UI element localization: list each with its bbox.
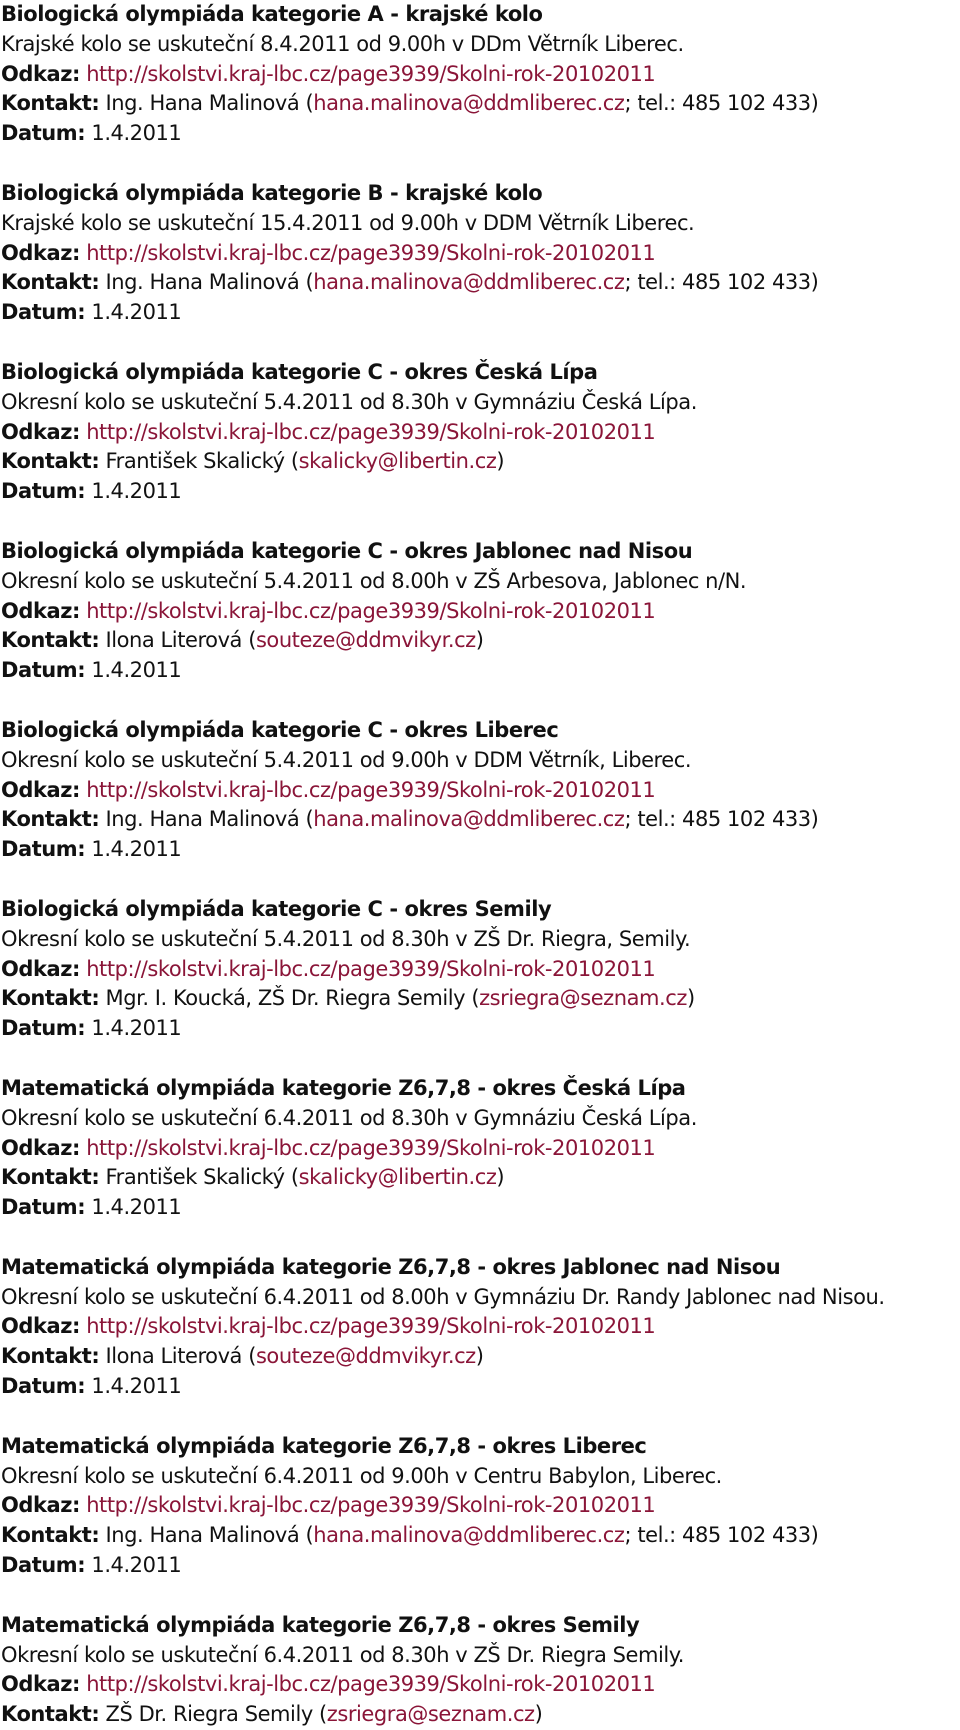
event-date: 1.4.2011 [91,1374,182,1399]
contact-name: František Skalický ( [105,1165,299,1190]
event-date: 1.4.2011 [91,1553,182,1578]
kontakt-label: Kontakt: [1,986,100,1011]
event-entry [1,895,960,1044]
contact-suffix: ) [534,1702,543,1727]
event-title: Biologická olympiáda kategorie C - okres Česká Lípa [1,359,598,384]
contact-suffix: ) [496,449,505,474]
datum-label: Datum: [1,658,86,683]
event-entry [1,1253,960,1402]
event-link-line [1,418,960,448]
datum-label: Datum: [1,1553,86,1578]
event-date: 1.4.2011 [91,1195,182,1220]
event-entry [1,716,960,865]
odkaz-label: Odkaz: [1,1672,80,1697]
datum-label: Datum: [1,479,86,504]
event-title: Biologická olympiáda kategorie C - okres Semily [1,896,552,921]
event-contact-line [1,1521,960,1551]
datum-label: Datum: [1,121,86,146]
event-link-line [1,955,960,985]
event-date-line [1,477,960,507]
contact-email-link[interactable]: zsriegra@seznam.cz [479,986,687,1011]
contact-email-link[interactable]: hana.malinova@ddmliberec.cz [313,91,625,116]
event-date: 1.4.2011 [91,658,182,683]
event-link-line [1,60,960,90]
contact-name: Ing. Hana Malinová ( [105,1523,314,1548]
contact-suffix: ) [475,628,484,653]
contact-name: Ilona Literová ( [105,628,256,653]
event-description: Okresní kolo se uskuteční 6.4.2011 od 8.30h v Gymnáziu Česká Lípa. [1,1105,697,1130]
contact-suffix: ; tel.: 485 102 433) [624,270,819,295]
event-description: Okresní kolo se uskuteční 5.4.2011 od 8.00h v ZŠ Arbesova, Jablonec n/N. [1,568,747,593]
event-date-line [1,1014,960,1044]
event-url-link[interactable]: http://skolstvi.kraj-lbc.cz/page3939/Skolni-rok-20102011 [86,1672,656,1697]
event-description: Okresní kolo se uskuteční 5.4.2011 od 8.30h v ZŠ Dr. Riegra, Semily. [1,926,691,951]
event-title: Biologická olympiáda kategorie A - krajské kolo [1,2,543,26]
event-date-line [1,119,960,149]
contact-name: Ilona Literová ( [105,1344,256,1369]
kontakt-label: Kontakt: [1,91,100,116]
contact-name: Mgr. I. Koucká, ZŠ Dr. Riegra Semily ( [105,986,480,1011]
event-entry [1,1074,960,1223]
event-link-line [1,1670,960,1700]
kontakt-label: Kontakt: [1,1165,100,1190]
event-date-line [1,1551,960,1581]
event-link-line [1,1312,960,1342]
contact-email-link[interactable]: souteze@ddmvikyr.cz [255,1344,476,1369]
contact-suffix: ; tel.: 485 102 433) [624,91,819,116]
contact-email-link[interactable]: skalicky@libertin.cz [298,449,497,474]
contact-suffix: ) [496,1165,505,1190]
event-date-line [1,835,960,865]
event-link-line [1,597,960,627]
event-title: Matematická olympiáda kategorie Z6,7,8 - okres Liberec [1,1433,647,1458]
kontakt-label: Kontakt: [1,449,100,474]
contact-suffix: ) [475,1344,484,1369]
datum-label: Datum: [1,1374,86,1399]
contact-email-link[interactable]: hana.malinova@ddmliberec.cz [313,1523,625,1548]
odkaz-label: Odkaz: [1,598,80,623]
contact-name: Ing. Hana Malinová ( [105,807,314,832]
event-entry [1,358,960,507]
datum-label: Datum: [1,300,86,325]
contact-name: Ing. Hana Malinová ( [105,91,314,116]
event-date-line [1,1193,960,1223]
event-url-link[interactable]: http://skolstvi.kraj-lbc.cz/page3939/Skolni-rok-20102011 [86,1135,656,1160]
event-entry [1,1611,960,1730]
contact-email-link[interactable]: hana.malinova@ddmliberec.cz [313,270,625,295]
contact-email-link[interactable]: hana.malinova@ddmliberec.cz [313,807,625,832]
odkaz-label: Odkaz: [1,956,80,981]
datum-label: Datum: [1,1195,86,1220]
contact-name: František Skalický ( [105,449,299,474]
event-url-link[interactable]: http://skolstvi.kraj-lbc.cz/page3939/Skolni-rok-20102011 [86,777,656,802]
kontakt-label: Kontakt: [1,1344,100,1369]
event-url-link[interactable]: http://skolstvi.kraj-lbc.cz/page3939/Skolni-rok-20102011 [86,956,656,981]
contact-name: Ing. Hana Malinová ( [105,270,314,295]
odkaz-label: Odkaz: [1,777,80,802]
event-description: Okresní kolo se uskuteční 5.4.2011 od 9.00h v DDM Větrník, Liberec. [1,747,692,772]
event-date: 1.4.2011 [91,479,182,504]
contact-email-link[interactable]: zsriegra@seznam.cz [326,1702,535,1727]
event-date: 1.4.2011 [91,1016,182,1041]
event-entry [1,537,960,686]
event-contact-line [1,447,960,477]
event-date-line [1,298,960,328]
contact-suffix: ) [686,986,695,1011]
event-link-line [1,1491,960,1521]
kontakt-label: Kontakt: [1,270,100,295]
event-date-line [1,1372,960,1402]
odkaz-label: Odkaz: [1,240,80,265]
event-description: Okresní kolo se uskuteční 6.4.2011 od 8.30h v ZŠ Dr. Riegra Semily. [1,1642,684,1667]
odkaz-label: Odkaz: [1,1493,80,1518]
event-url-link[interactable]: http://skolstvi.kraj-lbc.cz/page3939/Skolni-rok-20102011 [86,61,656,86]
contact-suffix: ; tel.: 485 102 433) [624,1523,819,1548]
event-title: Biologická olympiáda kategorie C - okres Jablonec nad Nisou [1,538,693,563]
event-url-link[interactable]: http://skolstvi.kraj-lbc.cz/page3939/Skolni-rok-20102011 [86,419,656,444]
contact-email-link[interactable]: skalicky@libertin.cz [298,1165,497,1190]
datum-label: Datum: [1,1016,86,1041]
contact-email-link[interactable]: souteze@ddmvikyr.cz [255,628,476,653]
event-link-line [1,1134,960,1164]
event-contact-line [1,1342,960,1372]
event-title: Matematická olympiáda kategorie Z6,7,8 - okres Jablonec nad Nisou [1,1254,781,1279]
odkaz-label: Odkaz: [1,1314,80,1339]
event-date: 1.4.2011 [91,837,182,862]
event-date: 1.4.2011 [91,300,182,325]
event-link-line [1,239,960,269]
event-url-link[interactable]: http://skolstvi.kraj-lbc.cz/page3939/Skolni-rok-20102011 [86,598,656,623]
event-entry [1,1432,960,1581]
event-description: Krajské kolo se uskuteční 15.4.2011 od 9.00h v DDM Větrník Liberec. [1,210,695,235]
event-contact-line [1,984,960,1014]
event-link-line [1,776,960,806]
event-url-link[interactable]: http://skolstvi.kraj-lbc.cz/page3939/Skolni-rok-20102011 [86,1314,656,1339]
kontakt-label: Kontakt: [1,807,100,832]
kontakt-label: Kontakt: [1,1702,100,1727]
event-entry [1,179,960,328]
event-description: Okresní kolo se uskuteční 6.4.2011 od 9.00h v Centru Babylon, Liberec. [1,1463,722,1488]
event-description: Krajské kolo se uskuteční 8.4.2011 od 9.00h v DDm Větrník Liberec. [1,31,684,56]
event-date-line [1,656,960,686]
kontakt-label: Kontakt: [1,1523,100,1548]
datum-label: Datum: [1,837,86,862]
event-contact-line [1,1163,960,1193]
event-contact-line [1,268,960,298]
kontakt-label: Kontakt: [1,628,100,653]
event-title: Biologická olympiáda kategorie C - okres Liberec [1,717,559,742]
event-title: Matematická olympiáda kategorie Z6,7,8 - okres Semily [1,1612,640,1637]
event-entry [1,0,960,149]
contact-suffix: ; tel.: 485 102 433) [624,807,819,832]
event-contact-line [1,89,960,119]
odkaz-label: Odkaz: [1,61,80,86]
event-url-link[interactable]: http://skolstvi.kraj-lbc.cz/page3939/Skolni-rok-20102011 [86,240,656,265]
event-description: Okresní kolo se uskuteční 5.4.2011 od 8.30h v Gymnáziu Česká Lípa. [1,389,697,414]
event-date: 1.4.2011 [91,121,182,146]
event-contact-line [1,1700,960,1730]
event-description: Okresní kolo se uskuteční 6.4.2011 od 8.00h v Gymnáziu Dr. Randy Jablonec nad Nisou. [1,1284,885,1309]
event-contact-line [1,805,960,835]
event-title: Matematická olympiáda kategorie Z6,7,8 - okres Česká Lípa [1,1075,686,1100]
event-url-link[interactable]: http://skolstvi.kraj-lbc.cz/page3939/Skolni-rok-20102011 [86,1493,656,1518]
event-contact-line [1,626,960,656]
odkaz-label: Odkaz: [1,419,80,444]
odkaz-label: Odkaz: [1,1135,80,1160]
contact-name: ZŠ Dr. Riegra Semily ( [105,1702,327,1727]
event-title: Biologická olympiáda kategorie B - krajské kolo [1,180,543,205]
